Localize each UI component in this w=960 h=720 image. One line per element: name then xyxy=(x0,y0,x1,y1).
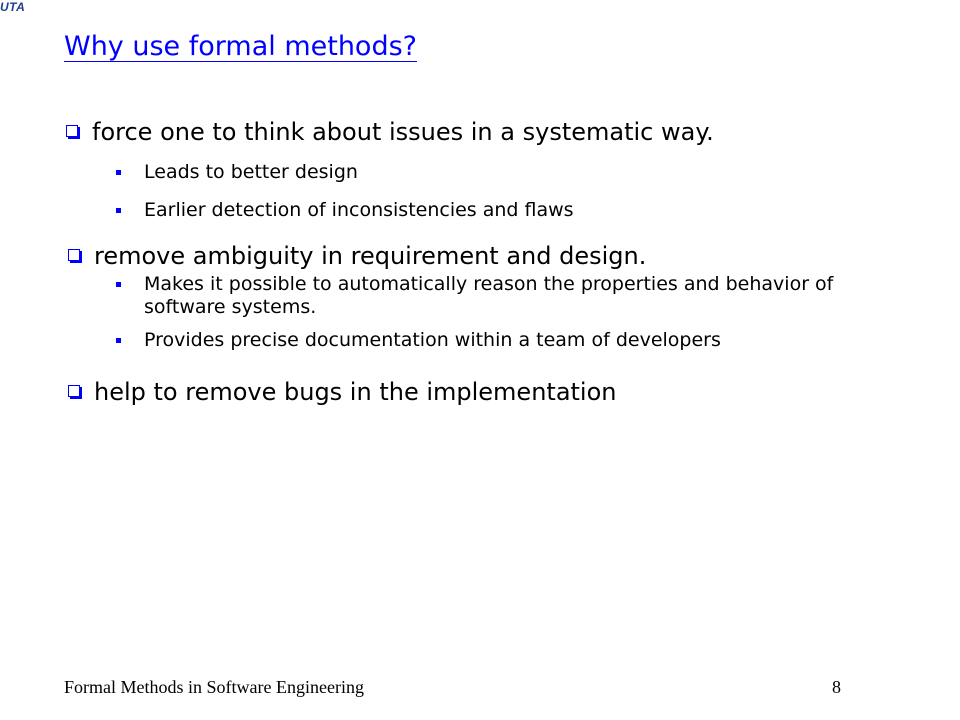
bullet-text: remove ambiguity in requirement and design. xyxy=(94,242,647,270)
bullet-item xyxy=(66,116,856,149)
hollow-square-bullet-icon xyxy=(68,385,80,397)
bullet-item xyxy=(66,240,856,273)
slide-body xyxy=(66,116,856,409)
small-square-bullet-icon xyxy=(116,338,121,343)
sub-bullet-text: Earlier detection of inconsistencies and flaws xyxy=(144,199,574,221)
small-square-bullet-icon xyxy=(116,208,121,213)
sub-bullet-item xyxy=(66,199,856,222)
footer-course-title: Formal Methods in Software Engineering xyxy=(64,677,364,697)
bullet-text: force one to think about issues in a systematic way. xyxy=(92,118,714,146)
bullet-text: help to remove bugs in the implementation xyxy=(94,378,617,406)
sub-bullet-text: Provides precise documentation within a team of developers xyxy=(144,329,721,351)
hollow-square-bullet-icon xyxy=(68,249,80,261)
sub-bullet-item xyxy=(66,329,856,352)
sub-bullet-list xyxy=(66,273,856,352)
sub-bullet-text: Makes it possible to automatically reason the properties and behavior of software systems. xyxy=(144,273,834,318)
footer-page-number: 8 xyxy=(832,677,841,697)
small-square-bullet-icon xyxy=(116,282,121,287)
sub-bullet-item xyxy=(66,273,856,319)
sub-bullet-item xyxy=(66,161,856,184)
slide-title: Why use formal methods? xyxy=(64,31,417,62)
bullet-item xyxy=(66,376,856,409)
sub-bullet-text: Leads to better design xyxy=(144,161,358,183)
small-square-bullet-icon xyxy=(116,170,121,175)
hollow-square-bullet-icon xyxy=(66,125,78,137)
sub-bullet-list xyxy=(66,161,856,222)
uta-logo: UTA xyxy=(0,0,26,14)
